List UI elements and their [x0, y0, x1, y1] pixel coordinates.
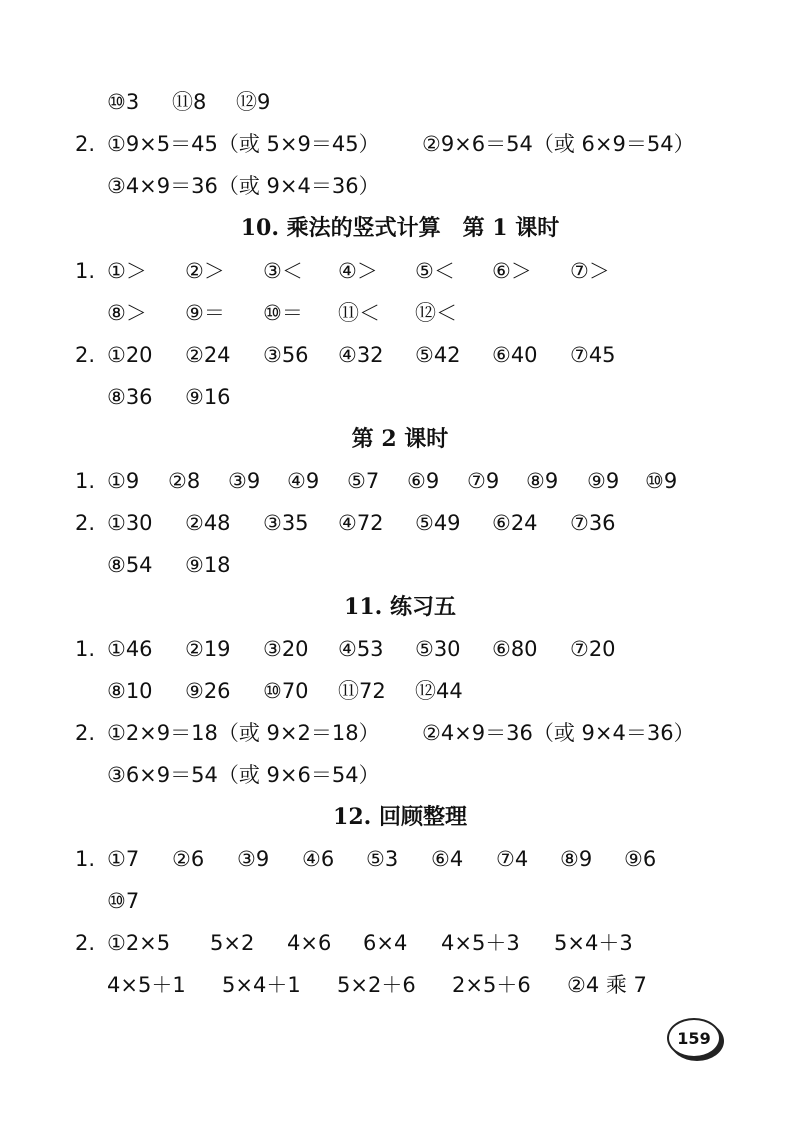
answer-item: ④＞ [338, 259, 378, 283]
answer-item: ①7 [107, 847, 140, 871]
question-number: 2. [75, 343, 96, 367]
answer-item: ⑧9 [526, 469, 559, 493]
answer-item: ③9 [237, 847, 270, 871]
answer-item: ⑥40 [492, 343, 538, 367]
answer-item: ⑦4 [496, 847, 529, 871]
answer-item: ②24 [185, 343, 231, 367]
answer-item: 4×5＋1 [107, 973, 186, 997]
answer-item: ⑨9 [587, 469, 620, 493]
answer-item: ③56 [263, 343, 309, 367]
answer-item: ⑦45 [570, 343, 616, 367]
answer-item: ⑪72 [338, 679, 386, 703]
answer-item: ⑧54 [107, 553, 153, 577]
answer-item: ⑪8 [172, 90, 207, 114]
answer-item: ④9 [287, 469, 320, 493]
answer-item: 2×5＋6 [452, 973, 531, 997]
answer-item: ⑨6 [624, 847, 657, 871]
answer-item: ②9×6＝54（或 6×9＝54） [422, 132, 695, 156]
section-heading: 11. 练习五 [344, 594, 456, 620]
answer-item: ③35 [263, 511, 309, 535]
answer-item: ⑤49 [415, 511, 461, 535]
answer-item: ⑧9 [560, 847, 593, 871]
page-number-badge [667, 1018, 721, 1058]
answer-item: ⑨26 [185, 679, 231, 703]
answer-item: ⑥9 [407, 469, 440, 493]
question-number: 1. [75, 847, 96, 871]
answer-item: ③20 [263, 637, 309, 661]
answer-item: ⑤30 [415, 637, 461, 661]
answer-item: ②19 [185, 637, 231, 661]
answer-item: ①30 [107, 511, 153, 535]
answer-item: ①＞ [107, 259, 147, 283]
answer-item: ⑦9 [467, 469, 500, 493]
answer-item: ⑥24 [492, 511, 538, 535]
answer-item: ⑩＝ [263, 301, 303, 325]
answer-item: ⑥＞ [492, 259, 532, 283]
answer-item: ⑧＞ [107, 301, 147, 325]
answer-item: ②6 [172, 847, 205, 871]
answer-item: ③4×9＝36（或 9×4＝36） [107, 174, 380, 198]
question-number: 2. [75, 511, 96, 535]
answer-item: ②4 乘 7 [567, 973, 647, 997]
answer-item: ③＜ [263, 259, 303, 283]
answer-item: ⑫9 [236, 90, 271, 114]
answer-item: ⑤42 [415, 343, 461, 367]
question-number: 1. [75, 469, 96, 493]
answer-item: ⑫＜ [415, 301, 457, 325]
answer-item: ②8 [168, 469, 201, 493]
answer-item: ②48 [185, 511, 231, 535]
answer-item: ④6 [302, 847, 335, 871]
answer-item: ④32 [338, 343, 384, 367]
page-number: 159 [677, 1028, 711, 1048]
answer-item: 5×4＋3 [554, 931, 633, 955]
answer-item: ①9 [107, 469, 140, 493]
answer-item: 6×4 [363, 931, 408, 955]
question-number: 1. [75, 637, 96, 661]
answer-item: ②＞ [185, 259, 225, 283]
section-heading: 10. 乘法的竖式计算 第 1 课时 [240, 215, 560, 241]
answer-item: ⑤7 [347, 469, 380, 493]
section-heading: 第 2 课时 [351, 426, 449, 452]
answer-item: 5×2 [210, 931, 255, 955]
answer-item: ④53 [338, 637, 384, 661]
answer-item: 4×6 [287, 931, 332, 955]
answer-item: ⑩3 [107, 90, 140, 114]
answer-item: ⑨16 [185, 385, 231, 409]
question-number: 1. [75, 259, 96, 283]
answer-item: ⑪＜ [338, 301, 380, 325]
answer-item: ①9×5＝45（或 5×9＝45） [107, 132, 380, 156]
answer-item: ①2×9＝18（或 9×2＝18） [107, 721, 380, 745]
section-heading: 12. 回顾整理 [333, 804, 467, 830]
answer-item: ⑩7 [107, 889, 140, 913]
answer-item: ①46 [107, 637, 153, 661]
answer-item: ⑥80 [492, 637, 538, 661]
answer-item: 5×2＋6 [337, 973, 416, 997]
answer-item: ⑧10 [107, 679, 153, 703]
question-number: 2. [75, 931, 96, 955]
answer-item: ②4×9＝36（或 9×4＝36） [422, 721, 695, 745]
answer-item: 4×5＋3 [441, 931, 520, 955]
answer-item: ⑤＜ [415, 259, 455, 283]
answer-item: ⑦36 [570, 511, 616, 535]
answer-item: ⑩70 [263, 679, 309, 703]
answer-item: ⑤3 [366, 847, 399, 871]
question-number: 2. [75, 132, 96, 156]
answer-item: ③9 [228, 469, 261, 493]
answer-item: ④72 [338, 511, 384, 535]
answer-item: ⑨＝ [185, 301, 225, 325]
answer-item: ③6×9＝54（或 9×6＝54） [107, 763, 380, 787]
answer-item: ⑦20 [570, 637, 616, 661]
answer-item: ⑥4 [431, 847, 464, 871]
answer-item: 5×4＋1 [222, 973, 301, 997]
answer-item: ⑧36 [107, 385, 153, 409]
question-number: 2. [75, 721, 96, 745]
answer-item: ⑫44 [415, 679, 463, 703]
answer-item: ⑩9 [645, 469, 678, 493]
answer-item: ①2×5 [107, 931, 171, 955]
answer-item: ⑦＞ [570, 259, 610, 283]
answer-item: ⑨18 [185, 553, 231, 577]
answer-item: ①20 [107, 343, 153, 367]
